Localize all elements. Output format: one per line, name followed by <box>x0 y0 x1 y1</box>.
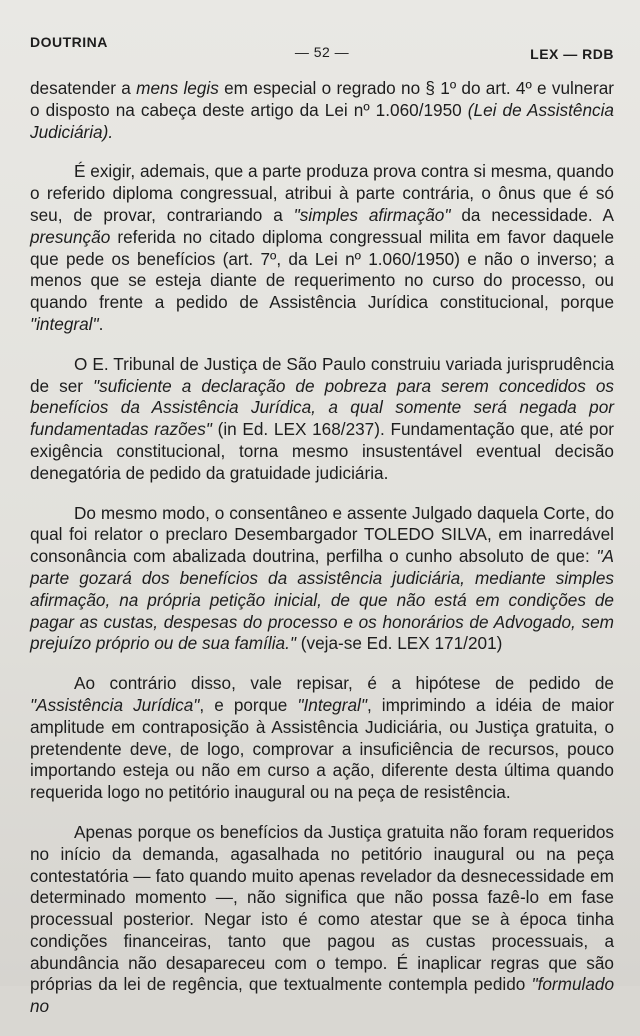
journal-name: LEX — RDB <box>530 46 614 62</box>
paragraph-6: Apenas porque os benefícios da Justiça gratuita não foram requeridos no início da demanda, agasalhada no petitório inaugural ou na peça contestatória — fato quando muito apenas revelador da desnecessidade em determinado momento —, não significa que não possa fazê-lo em fase processual posterior. Negar isto é como atestar que se à época tinha condições financeiras, tanto que pagou as custas processuais, a abundância não desapareceu com o tempo. É inaplicar regras que são próprias da lei de regência, que textualmente contempla pedido "formulado no <box>30 821 614 1017</box>
paragraph-4: Do mesmo modo, o consentâneo e assente Julgado daquela Corte, do qual foi relator o preclaro Desembargador TOLEDO SILVA, em inarredável consonância com abalizada doutrina, perfilha o cunho absoluto de que: "A parte gozará dos benefícios da assistência judiciária, mediante simples afirmação, na própria petição inicial, de que não está em condições de pagar as custas, despesas do processo e os honorários de Advogado, sem prejuízo próprio ou de sua família." (veja-se Ed. LEX 171/201) <box>30 502 614 654</box>
paragraph-2: É exigir, ademais, que a parte produza prova contra si mesma, quando o referido diploma congressual, atribui à parte contrária, o ônus que é só seu, de provar, contrariando a "simples afirmação" da necessidade. A presunção referida no citado diploma congressual milita em favor daquele que pede os benefícios (art. 7º, da Lei nº 1.060/1950) e não o inverso; a menos que se esteja diante de requerimento no curso do processo, ou quando frente a pedido de Assistência Jurídica constitucional, porque "integral". <box>30 161 615 334</box>
paragraph-3: O E. Tribunal de Justiça de São Paulo construiu variada jurisprudência de ser "suficiente a declaração de pobreza para serem concedidos os benefícios da Assistência Jurídica, a qual somente será negada por fundamentadas razões" (in Ed. LEX 168/237). Fundamentação que, até por exigência constitucional, torna mesmo insustentável eventual decisão denegatória de pedido da gratuidade judiciária. <box>30 353 614 483</box>
page-header <box>30 26 614 66</box>
article-body <box>30 78 614 1036</box>
paragraph-1: desatender a mens legis em especial o regrado no § 1º do art. 4º e vulnerar o disposto na cabeça deste artigo da Lei nº 1.060/1950 (Lei de Assistência Judiciária). <box>30 78 614 142</box>
paragraph-5: Ao contrário disso, vale repisar, é a hipótese de pedido de "Assistência Jurídica", e porque "Integral", imprimindo a idéia de maior amplitude em contraposição à Assistência Judiciária, ou Justiça gratuita, o pretendente deve, de logo, comprovar a insuficiência de recursos, pouco importando esteja ou não em curso a ação, diferente desta última quando requerida logo no petitório inaugural ou na peça de resistência. <box>30 673 615 803</box>
section-title: DOUTRINA <box>30 34 108 50</box>
page-number: — 52 — <box>294 44 350 60</box>
